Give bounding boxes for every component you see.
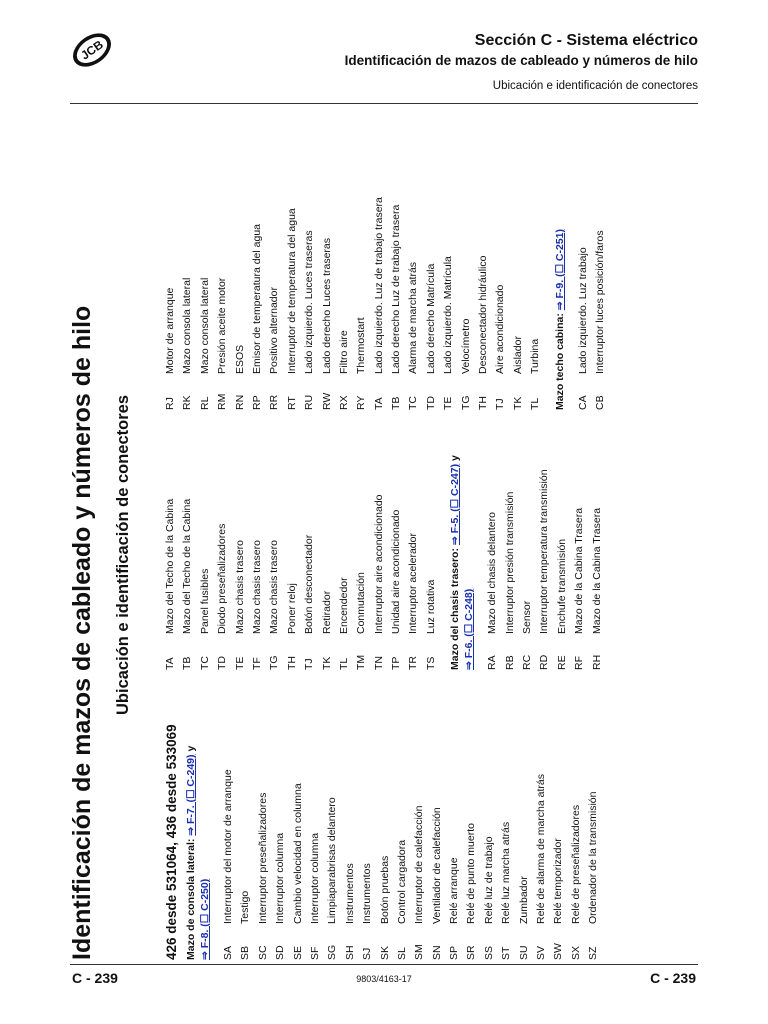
models-heading: 426 desde 531064, 436 desde 533069 [164, 724, 179, 960]
connector-code: CB [593, 395, 606, 410]
connector-description: Relé luz marcha atrás [500, 821, 513, 924]
connector-description: Interruptor preseñalizadores [256, 792, 269, 924]
connector-row [411, 670, 428, 960]
connector-code: TS [424, 656, 437, 670]
page-number-right: C - 239 [650, 970, 696, 986]
connector-code: SS [482, 945, 495, 960]
connector-code: TD [216, 656, 229, 670]
connector-row [516, 670, 533, 960]
connector-row [484, 420, 501, 670]
rotated-content [68, 110, 698, 960]
connector-description: Alarma de marcha atrás [407, 261, 420, 374]
connector-description: Lado izquierdo. Luz de trabajo trasera [372, 197, 385, 374]
connector-code: SA [222, 945, 234, 960]
connector-description: Limpiaparabrisas delantero [326, 797, 339, 924]
connector-description: Thermostart [355, 317, 368, 374]
connector-row [429, 670, 446, 960]
connector-code: TL [529, 397, 542, 410]
connector-description: Desconectador hidráulico [477, 255, 490, 374]
connector-code: RA [486, 655, 499, 670]
connector-description: Unidad aire acondicionado [390, 509, 403, 634]
connector-row [272, 670, 289, 960]
connector-code: TG [268, 655, 281, 670]
page-title: Identificación de mazos de cableado y números de hilo [68, 305, 96, 960]
connector-description: Velocímetro [459, 318, 472, 374]
connector-code: SC [256, 945, 269, 960]
connector-row [232, 110, 249, 410]
connector-code: TH [477, 396, 490, 410]
connector-code: TA [372, 397, 385, 410]
connector-row [324, 670, 341, 960]
ref-link[interactable]: ⇒ F-7. (☐ C-249) [185, 754, 197, 836]
connector-description: Lado derecho Luz de trabajo trasera [390, 204, 403, 374]
connector-code: SW [552, 943, 565, 960]
connector-description: Mazo chasis trasero [233, 540, 246, 634]
connector-description: Interruptor presión transmisión [503, 491, 516, 634]
connector-code: TK [320, 656, 333, 670]
connector-code: RK [181, 395, 194, 410]
connector-description: Interruptor aire acondicionado [372, 494, 385, 634]
connector-code: RR [268, 394, 281, 410]
connector-description: Interruptor columna [274, 832, 287, 924]
connector-code: CA [576, 395, 589, 410]
connector-code: TK [511, 396, 524, 410]
connector-description: Testigo [239, 890, 252, 924]
connector-code: SK [378, 945, 391, 960]
connector-row [510, 110, 527, 410]
document-number: 9803/4163-17 [356, 974, 412, 984]
connector-code: RL [198, 396, 211, 410]
connector-code: SZ [587, 946, 600, 960]
section-title: Sección C - Sistema eléctrico [474, 32, 698, 49]
connector-description: Luz rotativa [424, 579, 437, 634]
connector-description: Diodo preseñalizadores [216, 523, 229, 634]
connector-description: Mazo chasis trasero [268, 540, 281, 634]
connector-row [284, 420, 301, 670]
connector-code: SF [308, 946, 321, 960]
connector-row [463, 670, 480, 960]
connector-description: Interruptor temperatura transmisión [538, 469, 551, 634]
topic-title: Ubicación e identificación de conectores [492, 80, 698, 92]
connector-description: Motor de arranque [164, 287, 176, 374]
connector-description: Cambio velocidad en columna [291, 783, 304, 924]
connector-row [519, 420, 536, 670]
connector-description: Conmutación [355, 572, 368, 634]
section-subtitle: Identificación de mazos de cableado y números de hilo [344, 53, 698, 68]
connector-code: SU [517, 945, 530, 960]
connector-row [388, 420, 405, 670]
connector-description: Aire acondicionado [494, 284, 507, 374]
connector-row [533, 670, 550, 960]
connector-row [255, 670, 272, 960]
connector-description: Mazo de la Cabina Trasera [573, 507, 586, 634]
connector-row [237, 670, 254, 960]
connector-description: Mazo consola lateral [181, 277, 194, 374]
connector-code: RN [233, 394, 246, 410]
column-rear-cab-roof [162, 110, 609, 410]
connector-row [232, 420, 249, 670]
connector-code: SB [239, 945, 252, 960]
connector-row [475, 110, 492, 410]
connector-row [336, 420, 353, 670]
logo-lettering: JCB [78, 37, 106, 63]
connector-row [307, 670, 324, 960]
connector-code: TC [198, 656, 211, 670]
connector-row [550, 670, 567, 960]
connector-code: TB [181, 656, 194, 670]
connector-code: RT [285, 396, 298, 410]
connector-row [353, 110, 370, 410]
connector-code: TA [164, 657, 176, 670]
connector-description: Poner reloj [285, 583, 298, 634]
column-side-console [162, 670, 603, 960]
connector-description: Ordenador de la transmisión [587, 791, 600, 924]
connector-code: TJ [494, 398, 507, 410]
connector-description: ESOS [233, 344, 246, 374]
connector-row [284, 110, 301, 410]
connector-row [394, 670, 411, 960]
connector-row [266, 420, 283, 670]
column-cab-rear-chassis [162, 420, 606, 670]
connector-code: TG [459, 395, 472, 410]
connector-description: Positivo alternador [268, 287, 281, 374]
connector-description: Lado derecho Matrícula [424, 263, 437, 374]
connector-description: Interruptor de temperatura del agua [285, 208, 298, 374]
connector-row [353, 420, 370, 670]
connector-row [371, 110, 388, 410]
connector-description: Interruptor columna [308, 832, 321, 924]
ref-link[interactable]: ⇒ F-6. (☐ C-248) [463, 588, 476, 670]
connector-row [319, 110, 336, 410]
connector-description: Relé arranque [448, 857, 461, 924]
connector-row [592, 110, 609, 410]
connector-row [423, 420, 440, 670]
connector-code: TN [372, 656, 385, 670]
connector-code: TE [442, 396, 455, 410]
connector-row [359, 670, 376, 960]
connector-code: TL [337, 657, 350, 670]
connector-code: RD [538, 654, 551, 670]
connector-description: Lado izquierdo. Luces traseras [303, 230, 316, 374]
side-console-harness-heading: Mazo de consola lateral: ⇒ F-7. (☐ C-249) y ⇒ F-8. (☐ C-250) [185, 745, 211, 960]
connector-code: RB [503, 655, 516, 670]
connector-row [568, 670, 585, 960]
connector-description: Ventilador de calefacción [430, 807, 443, 924]
connector-row [266, 110, 283, 410]
connector-code: TC [407, 396, 420, 410]
connector-row [290, 670, 307, 960]
ref-link[interactable]: ⇒ F-5. (☐ C-247) [449, 463, 462, 546]
connector-row [220, 670, 237, 960]
connector-row [458, 110, 475, 410]
connector-row [527, 110, 544, 410]
connector-code: RC [521, 654, 534, 670]
connector-row [571, 420, 588, 670]
connector-code: TJ [303, 658, 316, 670]
connector-description: Retirador [320, 590, 333, 634]
connector-description: Zumbador [517, 876, 530, 924]
connector-row [179, 110, 196, 410]
connector-code: SV [535, 945, 548, 960]
connector-row [423, 110, 440, 410]
connector-description: Mazo de la Cabina Trasera [590, 507, 603, 634]
connector-code: TF [250, 657, 263, 670]
connector-row [492, 110, 509, 410]
connector-description: Interruptor luces posición/faros [593, 230, 606, 374]
connector-description: Lado derecho Luces traseras [320, 237, 333, 374]
connector-code: TH [285, 656, 298, 670]
connector-row [371, 420, 388, 670]
ref-link[interactable]: ⇒ F-8. (☐ C-250) [199, 878, 211, 960]
connector-description: Mazo consola lateral [198, 277, 211, 374]
connector-code: SJ [361, 947, 374, 960]
connector-row [405, 110, 422, 410]
connector-row [440, 110, 457, 410]
connector-row [249, 110, 266, 410]
connector-code: TD [424, 396, 437, 410]
connector-code: TE [233, 656, 246, 670]
connector-description: Encendedor [337, 577, 350, 634]
connector-row [249, 420, 266, 670]
jcb-logo [70, 30, 114, 70]
connector-description: Interruptor de calefacción [413, 805, 426, 924]
connector-row [589, 420, 606, 670]
ref-link[interactable]: ⇒ F-9. (☐ C-251) [553, 228, 566, 311]
connector-row [388, 110, 405, 410]
connector-description: Interruptor del motor de arranque [222, 769, 234, 924]
connector-description: Botón pruebas [378, 855, 391, 924]
connector-description: Lado izquierdo. Matrícula [442, 256, 455, 374]
connector-description: Relé de punto muerto [465, 823, 478, 924]
connector-code: SL [395, 947, 408, 960]
connector-row [179, 420, 196, 670]
connector-code: RF [573, 656, 586, 670]
connector-description: Relé de alarma de marcha atrás [535, 774, 548, 924]
connector-code: TM [355, 654, 368, 670]
connector-code: RH [590, 654, 603, 670]
connector-row [319, 420, 336, 670]
connector-code: RY [355, 395, 368, 410]
connector-row [197, 420, 214, 670]
connector-description: Instrumentos [361, 863, 374, 924]
connector-code: SE [291, 945, 304, 960]
connector-row [301, 110, 318, 410]
connector-description: Relé luz de trabajo [482, 836, 495, 924]
connector-code: RJ [164, 397, 176, 410]
connector-row [554, 420, 571, 670]
connector-code: SP [448, 945, 461, 960]
connector-description: Control cargadora [395, 839, 408, 924]
connector-description: Panel fusibles [198, 568, 211, 634]
connector-description: Filtro aire [337, 330, 350, 374]
connector-description: Sensor [521, 600, 534, 634]
connector-description: Relé de preseñalizadores [569, 804, 582, 924]
connector-row [301, 420, 318, 670]
connector-code: RM [216, 393, 229, 410]
connector-code: RX [337, 395, 350, 410]
connector-code: RE [555, 655, 568, 670]
connector-description: Mazo del Techo de la Cabina [164, 498, 176, 634]
connector-row [502, 420, 519, 670]
connector-description: Mazo del chasis delantero [486, 512, 499, 634]
connector-description: Emisor de temperatura del agua [250, 224, 263, 374]
connector-code: ST [500, 946, 513, 960]
connector-row [214, 420, 231, 670]
connector-description: Botón desconectador [303, 534, 316, 634]
connector-code: SX [569, 945, 582, 960]
connector-description: Instrumentos [343, 863, 356, 924]
connector-code: SH [343, 945, 356, 960]
connector-code: TB [390, 396, 403, 410]
connector-row [481, 670, 498, 960]
connector-code: RW [320, 392, 333, 410]
connector-row [342, 670, 359, 960]
connector-row [575, 110, 592, 410]
connector-row [197, 110, 214, 410]
connector-description: Turbina [529, 338, 542, 374]
connector-code: SD [274, 945, 287, 960]
connector-code: SN [430, 945, 443, 960]
connector-row [446, 670, 463, 960]
connector-description: Enchufe transmisión [555, 538, 568, 634]
connector-row [536, 420, 553, 670]
page-number-left: C - 239 [72, 970, 118, 986]
rear-chassis-harness-heading: Mazo del chasis trasero: ⇒ F-5. (☐ C-247) y ⇒ F-6. (☐ C-248) [449, 455, 476, 670]
connector-row [377, 670, 394, 960]
connector-description: Mazo chasis trasero [250, 540, 263, 634]
connector-code: SR [465, 945, 478, 960]
connector-row [214, 110, 231, 410]
connector-code: SG [326, 944, 339, 960]
connector-description: Aislador [511, 336, 524, 374]
connector-code: TR [407, 656, 420, 670]
page-subtitle: Ubicación e identificación de conectores [114, 394, 132, 715]
connector-row [585, 670, 602, 960]
connector-description: Relé temporizador [552, 838, 565, 924]
connector-code: SM [413, 944, 426, 960]
header-divider [70, 103, 698, 104]
connector-row [405, 420, 422, 670]
connector-row [498, 670, 515, 960]
connector-row [162, 420, 179, 670]
footer-divider [70, 964, 698, 965]
connector-row [336, 110, 353, 410]
cab-roof-harness-heading: Mazo techo cabina: ⇒ F-9. (☐ C-251) [553, 228, 566, 410]
connector-code: RU [303, 394, 316, 410]
connector-description: Interruptor acelerador [407, 533, 420, 634]
connector-code: RP [250, 395, 263, 410]
connector-row [162, 110, 179, 410]
connector-description: Presión aceite motor [216, 277, 229, 374]
connector-code: TP [390, 656, 403, 670]
connector-description: Lado izquierdo. Luz trabajo [576, 247, 589, 374]
connector-description: Mazo del Techo de la Cabina [181, 498, 194, 634]
